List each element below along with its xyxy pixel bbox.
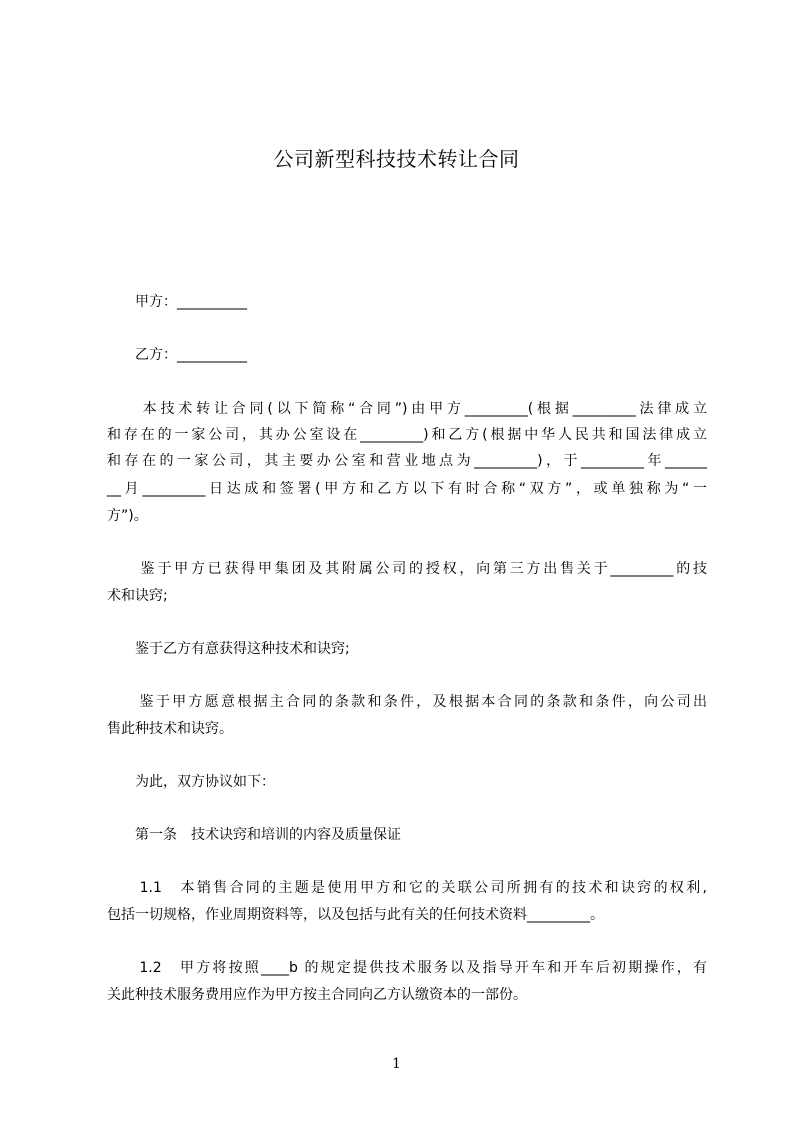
- whereas-3-line-2: 售此种技术和诀窍。: [107, 721, 233, 737]
- clause-1-1-line-1: 1.1 本销售合同的主题是使用甲方和它的关联公司所拥有的技术和诀窍的权利,: [107, 880, 707, 896]
- preamble-line-4: __月_________日达成和签署(甲方和乙方以下有时合称“双方”，或单独称为“一: [107, 481, 707, 497]
- clause-1-2-line-2: 关此种技术服务费用应作为甲方按主合同向乙方认缴资本的一部份。: [107, 987, 527, 1003]
- whereas-2: 鉴于乙方有意获得这种技术和诀窍;: [107, 641, 350, 657]
- whereas-1-line-2: 术和诀窍;: [107, 588, 168, 604]
- clause-1-2-line-1: 1.2 甲方将按照____b 的规定提供技术服务以及指导开车和开车后初期操作，有: [107, 960, 707, 976]
- clause-1-1-line-2: 包括一切规格，作业周期资料等，以及包括与此有关的任何技术资料_________。: [107, 907, 604, 923]
- party-b-line: 乙方：__________: [107, 347, 247, 363]
- agreement-statement: 为此，双方协议如下：: [107, 774, 275, 790]
- preamble-line-1: 本技术转让合同(以下简称“合同”)由甲方_________(根据_________法律成立: [107, 401, 707, 417]
- whereas-3-line-1: 鉴于甲方愿意根据主合同的条款和条件，及根据本合同的条款和条件，向公司出: [107, 694, 707, 710]
- preamble-line-5: 方”)。: [107, 508, 148, 524]
- whereas-1-line-1: 鉴于甲方已获得甲集团及其附属公司的授权，向第三方出售关于_________的技: [107, 561, 707, 577]
- preamble-line-2: 和存在的一家公司，其办公室设在_________)和乙方(根据中华人民共和国法律成立: [107, 427, 707, 443]
- page-number: 1: [392, 1056, 401, 1072]
- preamble-line-3: 和存在的一家公司，其主要办公室和营业地点为_________)，于_________年______: [107, 453, 707, 469]
- document-title: 公司新型科技技术转让合同: [273, 147, 520, 171]
- party-a-line: 甲方：__________: [107, 294, 247, 310]
- article-1-heading: 第一条 技术诀窍和培训的内容及质量保证: [107, 827, 401, 843]
